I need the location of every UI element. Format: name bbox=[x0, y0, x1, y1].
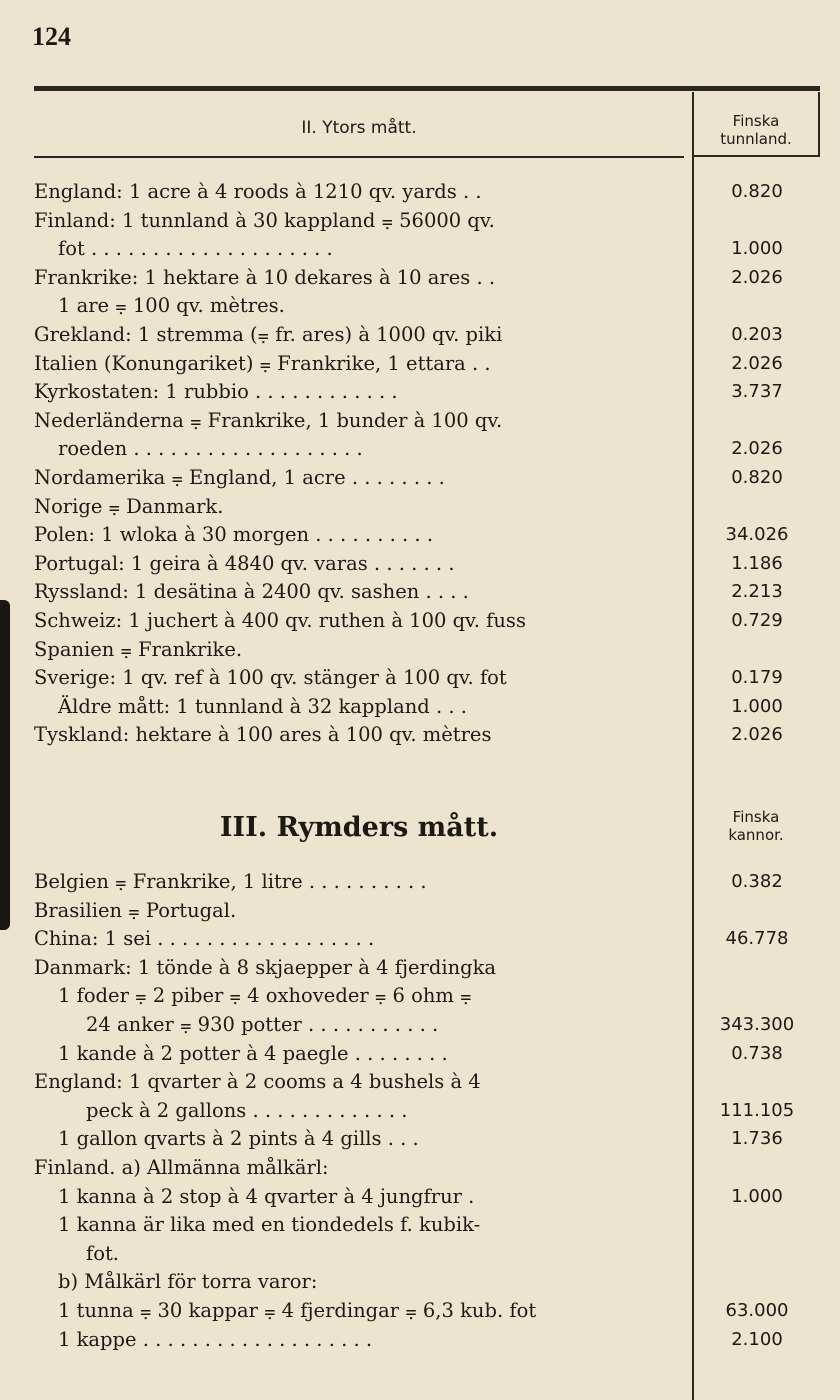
header-box-bottom-line bbox=[694, 155, 820, 157]
table-row bbox=[34, 1125, 820, 1154]
row-text: Schweiz: 1 juchert à 400 qv. ruthen à 100 qv. fuss bbox=[34, 608, 526, 632]
table-row bbox=[34, 721, 820, 750]
row-value: 0.203 bbox=[731, 323, 783, 345]
row-text: Ryssland: 1 desätina à 2400 qv. sashen . . . . bbox=[34, 580, 469, 604]
table-row bbox=[34, 407, 820, 436]
row-text: Spanien ⩦ Frankrike. bbox=[34, 637, 243, 661]
table-row bbox=[34, 321, 820, 350]
row-value: 2.026 bbox=[731, 352, 783, 374]
table-row bbox=[34, 1240, 820, 1269]
volume-unit-header bbox=[694, 808, 818, 844]
row-value: 0.382 bbox=[731, 871, 783, 892]
binding-shadow bbox=[0, 600, 10, 930]
table-row bbox=[34, 1297, 820, 1326]
section-head-rule bbox=[34, 156, 684, 158]
table-row bbox=[34, 897, 820, 926]
row-text: 1 tunna ⩦ 30 kappar ⩦ 4 fjerdingar ⩦ 6,3 kub. fot bbox=[58, 1298, 537, 1322]
table-row bbox=[34, 868, 820, 897]
row-value: 1.000 bbox=[731, 1185, 783, 1207]
row-text: fot . . . . . . . . . . . . . . . . . . . . bbox=[58, 237, 333, 261]
row-text: Norige ⩦ Danmark. bbox=[34, 494, 224, 518]
table-row bbox=[34, 464, 820, 493]
area-table bbox=[34, 178, 820, 750]
row-text: 24 anker ⩦ 930 potter . . . . . . . . . . . bbox=[86, 1012, 439, 1036]
row-value: 0.738 bbox=[731, 1042, 783, 1064]
table-row bbox=[34, 1068, 820, 1097]
row-value: 2.026 bbox=[731, 724, 783, 746]
table-row bbox=[34, 264, 820, 293]
volume-unit-header-line1: Finska bbox=[732, 808, 780, 826]
row-value: 2.213 bbox=[731, 581, 783, 603]
volume-unit-header-line2: kannor. bbox=[728, 826, 784, 844]
row-text: Polen: 1 wloka à 30 morgen . . . . . . . . . . bbox=[34, 523, 434, 547]
row-text: Sverige: 1 qv. ref à 100 qv. stänger à 100 qv. fot bbox=[34, 666, 507, 690]
row-text: 1 gallon qvarts à 2 pints à 4 gills . . . bbox=[58, 1127, 419, 1151]
table-row bbox=[34, 636, 820, 665]
row-value: 0.820 bbox=[731, 181, 783, 202]
table-row bbox=[34, 1097, 820, 1126]
table-row bbox=[34, 954, 820, 983]
table-row bbox=[34, 925, 820, 954]
table-row bbox=[34, 982, 820, 1011]
row-value: 111.105 bbox=[719, 1099, 795, 1121]
row-value: 1.000 bbox=[731, 695, 783, 717]
table-row bbox=[34, 607, 820, 636]
row-value: 1.000 bbox=[731, 238, 783, 260]
table-row bbox=[34, 1011, 820, 1040]
page-number: 124 bbox=[32, 22, 71, 51]
row-text: Kyrkostaten: 1 rubbio . . . . . . . . . . . . bbox=[34, 380, 398, 404]
table-row bbox=[34, 664, 820, 693]
area-unit-header bbox=[694, 112, 818, 148]
row-text: Äldre mått: 1 tunnland à 32 kappland . . . bbox=[58, 694, 467, 718]
table-row bbox=[34, 178, 820, 207]
row-value: 2.026 bbox=[731, 266, 783, 288]
table-row bbox=[34, 1154, 820, 1183]
row-text: China: 1 sei . . . . . . . . . . . . . . . . . . bbox=[34, 927, 375, 951]
volume-section-title: III. Rymders mått. bbox=[219, 812, 499, 843]
row-value: 1.736 bbox=[731, 1128, 783, 1150]
row-text: Grekland: 1 stremma (⩦ fr. ares) à 1000 qv. piki bbox=[34, 322, 503, 346]
row-text: Frankrike: 1 hektare à 10 dekares à 10 ares . . bbox=[34, 265, 496, 289]
row-text: fot. bbox=[86, 1241, 119, 1265]
row-value: 3.737 bbox=[731, 381, 783, 403]
row-text: 1 foder ⩦ 2 piber ⩦ 4 oxhoveder ⩦ 6 ohm ⩦ bbox=[58, 984, 472, 1008]
row-text: Tyskland: hektare à 100 ares à 100 qv. mètres bbox=[34, 723, 492, 747]
area-unit-header-line2: tunnland. bbox=[720, 130, 792, 148]
row-text: Finland. a) Allmänna målkärl: bbox=[34, 1155, 329, 1179]
row-value: 63.000 bbox=[725, 1299, 789, 1321]
row-text: Italien (Konungariket) ⩦ Frankrike, 1 ettara . . bbox=[34, 351, 491, 375]
area-unit-header-line1: Finska bbox=[732, 112, 780, 130]
row-text: Finland: 1 tunnland à 30 kappland ⩦ 56000 qv. bbox=[34, 208, 495, 232]
table-row bbox=[34, 1183, 820, 1212]
area-section-title: II. Ytors mått. bbox=[301, 118, 417, 138]
header-box-right-line bbox=[818, 92, 820, 156]
table-row bbox=[34, 693, 820, 722]
row-text: 1 kappe . . . . . . . . . . . . . . . . . . . bbox=[58, 1327, 373, 1351]
row-text: roeden . . . . . . . . . . . . . . . . . . . bbox=[58, 437, 363, 461]
row-text: 1 kande à 2 potter à 4 paegle . . . . . . . . bbox=[58, 1041, 448, 1065]
table-row bbox=[34, 1040, 820, 1069]
row-text: Nordamerika ⩦ England, 1 acre . . . . . . . . bbox=[34, 465, 445, 489]
table-row bbox=[34, 207, 820, 236]
row-text: peck à 2 gallons . . . . . . . . . . . . . bbox=[86, 1098, 408, 1122]
table-row bbox=[34, 378, 820, 407]
row-text: England: 1 qvarter à 2 cooms a 4 bushels à 4 bbox=[34, 1070, 481, 1094]
table-row bbox=[34, 1326, 820, 1355]
table-row bbox=[34, 521, 820, 550]
row-value: 0.820 bbox=[731, 466, 783, 488]
table-row bbox=[34, 1211, 820, 1240]
table-row bbox=[34, 550, 820, 579]
row-text: 1 kanna à 2 stop à 4 qvarter à 4 jungfrur . bbox=[58, 1184, 475, 1208]
row-value: 1.186 bbox=[731, 552, 783, 574]
row-value: 2.100 bbox=[731, 1328, 783, 1350]
row-value: 2.026 bbox=[731, 438, 783, 460]
row-text: 1 kanna är lika med en tiondedels f. kubik- bbox=[58, 1213, 481, 1237]
row-text: b) Målkärl för torra varor: bbox=[58, 1270, 318, 1294]
table-row bbox=[34, 235, 820, 264]
table-row bbox=[34, 578, 820, 607]
row-text: England: 1 acre à 4 roods à 1210 qv. yards . . bbox=[34, 180, 482, 203]
row-text: Portugal: 1 geira à 4840 qv. varas . . . . . . . bbox=[34, 551, 455, 575]
top-rule bbox=[34, 86, 820, 91]
table-row bbox=[34, 1268, 820, 1297]
row-value: 46.778 bbox=[725, 928, 789, 950]
row-text: 1 are ⩦ 100 qv. mètres. bbox=[58, 294, 285, 318]
row-text: Belgien ⩦ Frankrike, 1 litre . . . . . . . . . . bbox=[34, 870, 427, 893]
row-value: 343.300 bbox=[719, 1013, 795, 1035]
row-value: 0.729 bbox=[731, 609, 783, 631]
table-row bbox=[34, 493, 820, 522]
row-text: Nederländerna ⩦ Frankrike, 1 bunder à 100 qv. bbox=[34, 408, 503, 432]
row-text: Danmark: 1 tönde à 8 skjaepper à 4 fjerdingka bbox=[34, 955, 497, 979]
volume-table bbox=[34, 868, 820, 1354]
table-row bbox=[34, 435, 820, 464]
table-row bbox=[34, 350, 820, 379]
row-value: 0.179 bbox=[731, 667, 783, 689]
row-text: Brasilien ⩦ Portugal. bbox=[34, 898, 237, 922]
table-row bbox=[34, 292, 820, 321]
row-value: 34.026 bbox=[725, 524, 789, 546]
